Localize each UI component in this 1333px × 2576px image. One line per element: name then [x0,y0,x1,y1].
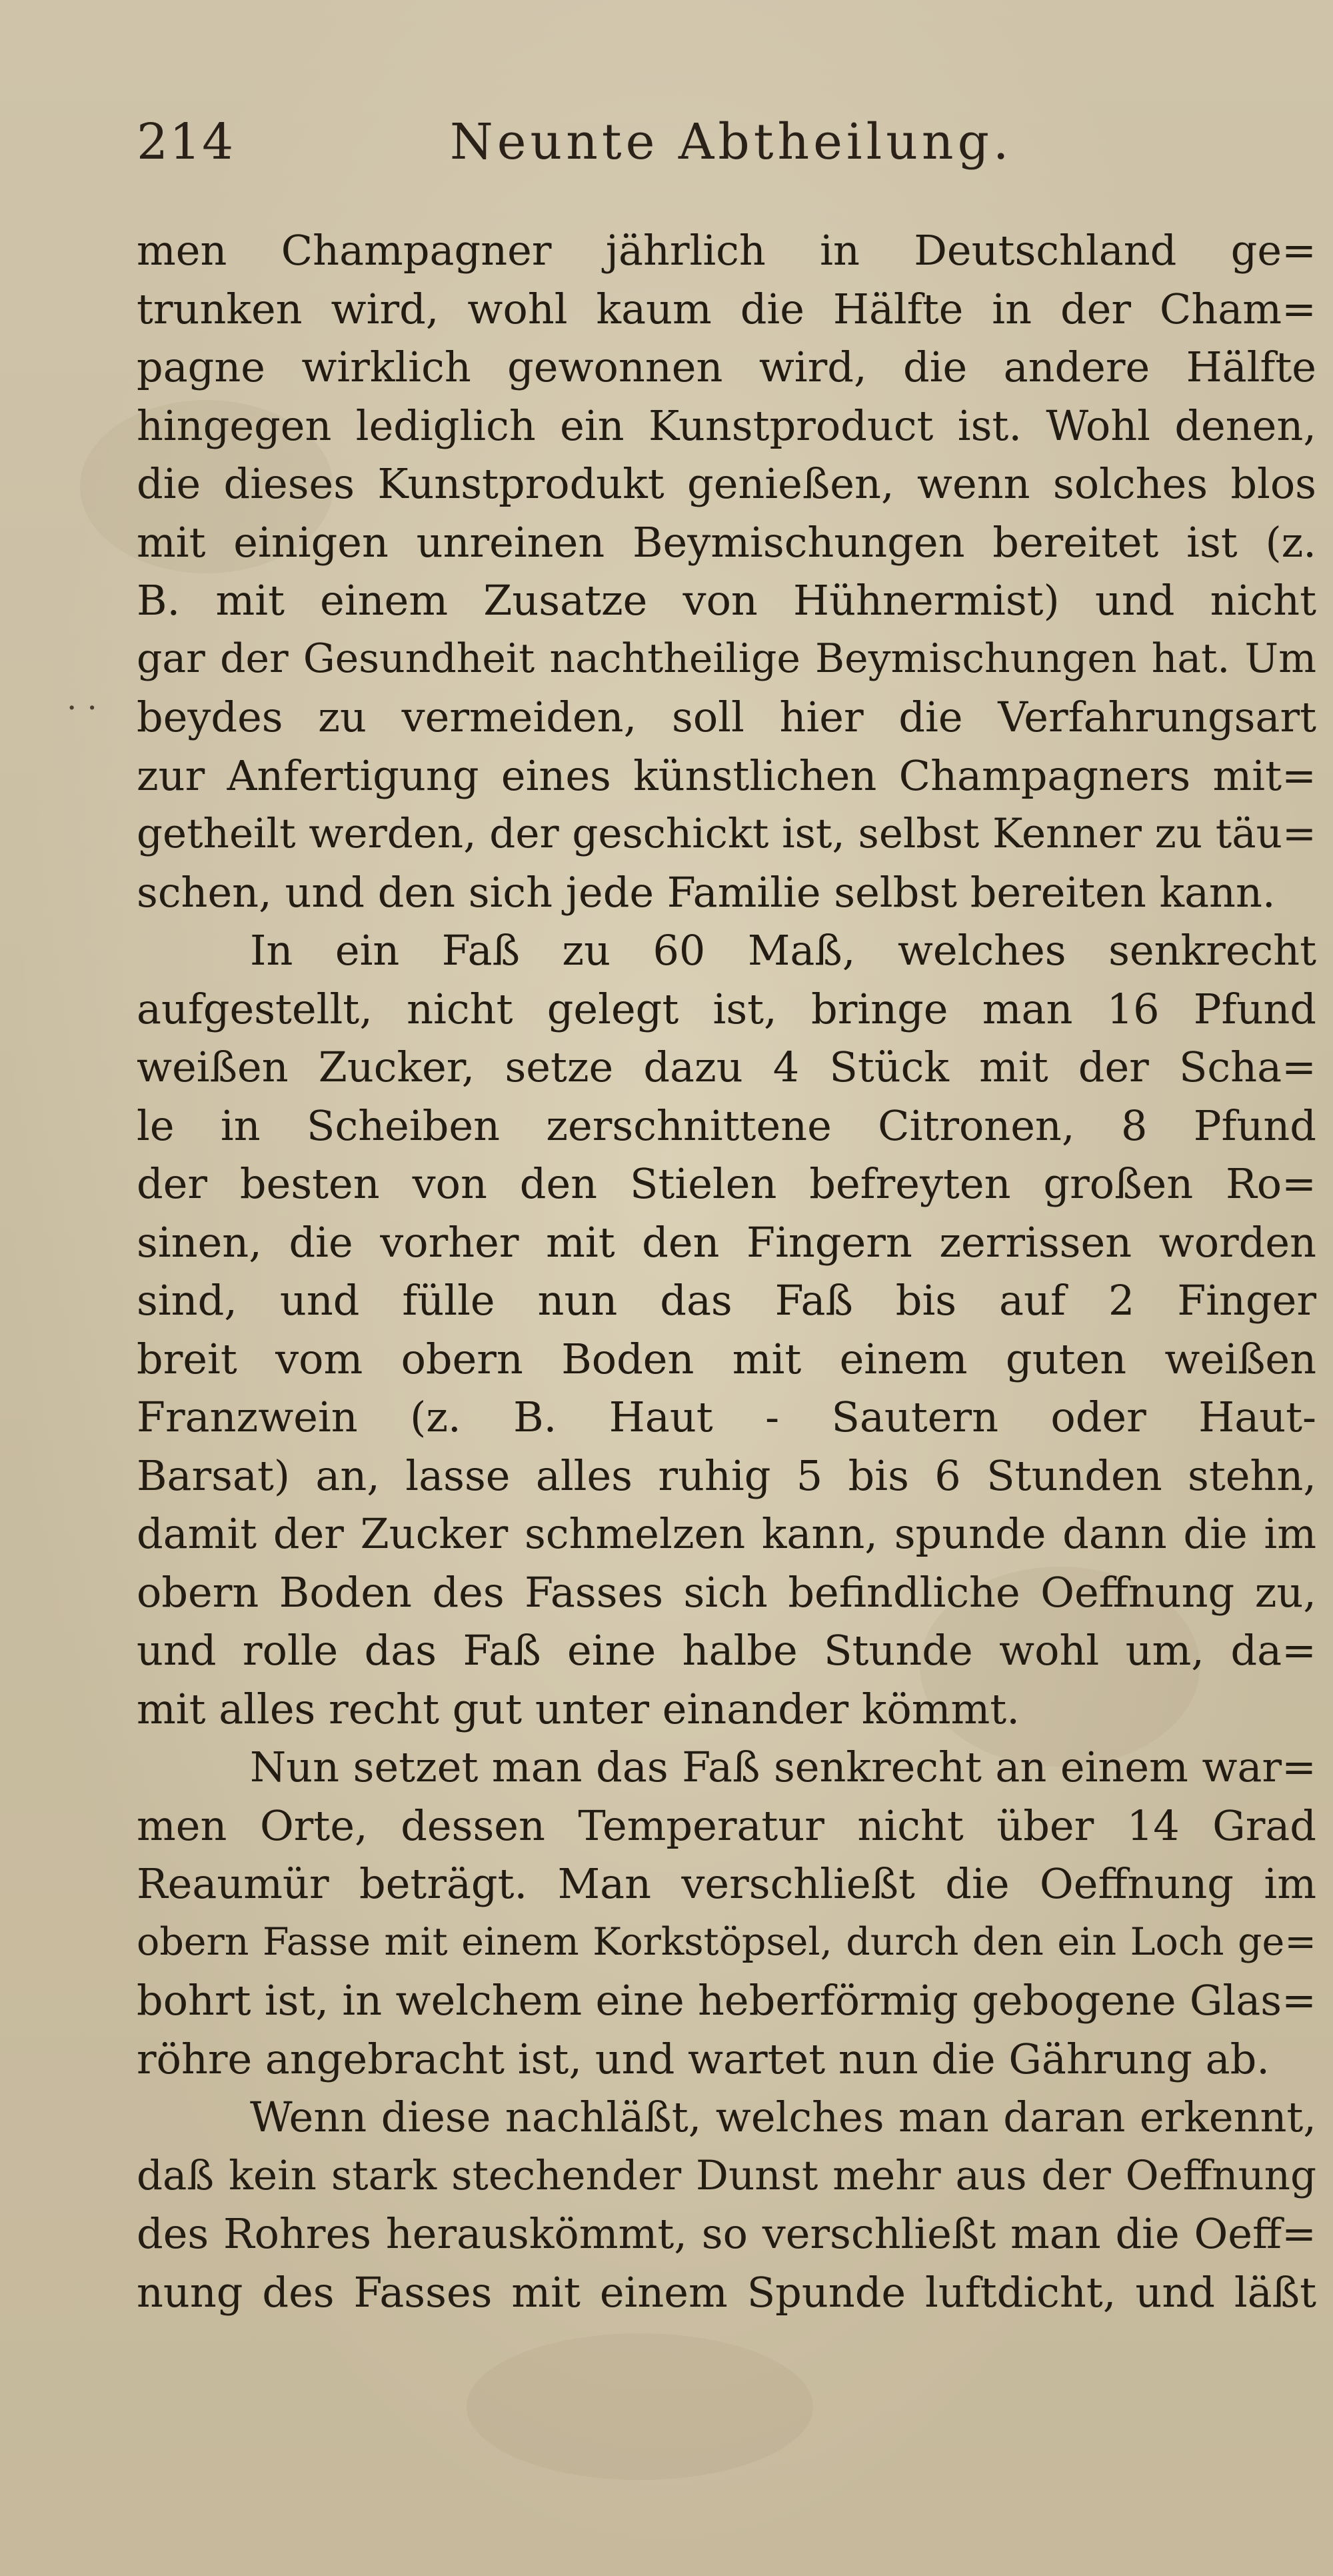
text-line: Nun setzet man das Faß senkrecht an einem war= [250,1743,1316,1791]
text-line: mit einigen unreinen Beymischungen bereitet ist (z. [137,517,1316,567]
text-line: beydes zu vermeiden, soll hier die Verfahrungsart [137,693,1316,741]
text-line: obern Fasse mit einem Korkstöpsel, durch den ein Loch ge= [137,1919,1316,1964]
text-line: trunken wird, wohl kaum die Hälfte in der Cham= [137,284,1316,333]
running-head: Neunte Abtheilung. [450,113,1013,171]
text-line: men Champagner jährlich in Deutschland ge= [137,226,1316,275]
text-line: Reaumür beträgt. Man verschließt die Oeffnung im [137,1859,1316,1908]
text-line: gar der Gesundheit nachtheilige Beymischungen hat. Um [137,635,1316,682]
text-line: der besten von den Stielen befreyten großen Ro= [137,1159,1316,1208]
body-text [137,221,1316,2321]
text-line: weißen Zucker, setze dazu 4 Stück mit der Scha= [137,1043,1316,1091]
text-line: sind, und fülle nun das Faß bis auf 2 Finger [137,1276,1316,1325]
paragraph [137,921,1316,1738]
text-line: getheilt werden, der geschickt ist, selbst Kenner zu täu= [137,810,1316,857]
paragraph [137,2088,1316,2321]
paragraph [137,1738,1316,2088]
text-line: obern Boden des Fasses sich befindliche Oeffnung zu, [137,1567,1316,1617]
text-line: damit der Zucker schmelzen kann, spunde dann die im [137,1509,1316,1558]
text-line: nung des Fasses mit einem Spunde luftdicht, und läßt [137,2267,1316,2317]
text-line: bohrt ist, in welchem eine heberförmig gebogene Glas= [137,1976,1316,2025]
paper-stain [467,2333,813,2480]
text-line: mit alles recht gut unter einander kömmt. [137,1684,1020,1733]
text-line: sinen, die vorher mit den Fingern zerrissen worden [137,1217,1316,1267]
text-line: pagne wirklich gewonnen wird, die andere Hälfte [137,343,1316,391]
text-line: B. mit einem Zusatze von Hühnermist) und nicht [137,576,1316,625]
text-line: aufgestellt, nicht gelegt ist, bringe man 16 Pfund [137,984,1316,1033]
margin-mark: . . [67,680,97,717]
text-line: Wenn diese nachläßt, welches man daran erkennt, [250,2093,1316,2141]
page-header [137,113,1203,187]
paragraph [137,221,1316,921]
text-line: zur Anfertigung eines künstlichen Champagners mit= [137,751,1316,800]
text-line: breit vom obern Boden mit einem guten weißen [137,1334,1316,1383]
text-line: men Orte, dessen Temperatur nicht über 14 Grad [137,1801,1316,1850]
page-number: 214 [137,113,235,171]
text-line: die dieses Kunstprodukt genießen, wenn solches blos [137,459,1316,508]
text-line: des Rohres herauskömmt, so verschließt man die Oeff= [137,2209,1316,2258]
text-line: röhre angebracht ist, und wartet nun die Gährung ab. [137,2034,1270,2083]
text-line: In ein Faß zu 60 Maß, welches senkrecht [250,926,1316,975]
text-line: hingegen lediglich ein Kunstproduct ist. Wohl denen, [137,401,1316,450]
text-line: Barsat) an, lasse alles ruhig 5 bis 6 Stunden stehn, [137,1451,1316,1500]
text-line: Franzwein (z. B. Haut - Sautern oder Haut- [137,1393,1316,1441]
text-line: le in Scheiben zerschnittene Citronen, 8 Pfund [137,1101,1316,1150]
text-line: schen, und den sich jede Familie selbst bereiten kann. [137,867,1276,917]
text-line: daß kein stark stechender Dunst mehr aus der Oeffnung [137,2151,1316,2199]
text-line: und rolle das Faß eine halbe Stunde wohl um, da= [137,1626,1316,1675]
